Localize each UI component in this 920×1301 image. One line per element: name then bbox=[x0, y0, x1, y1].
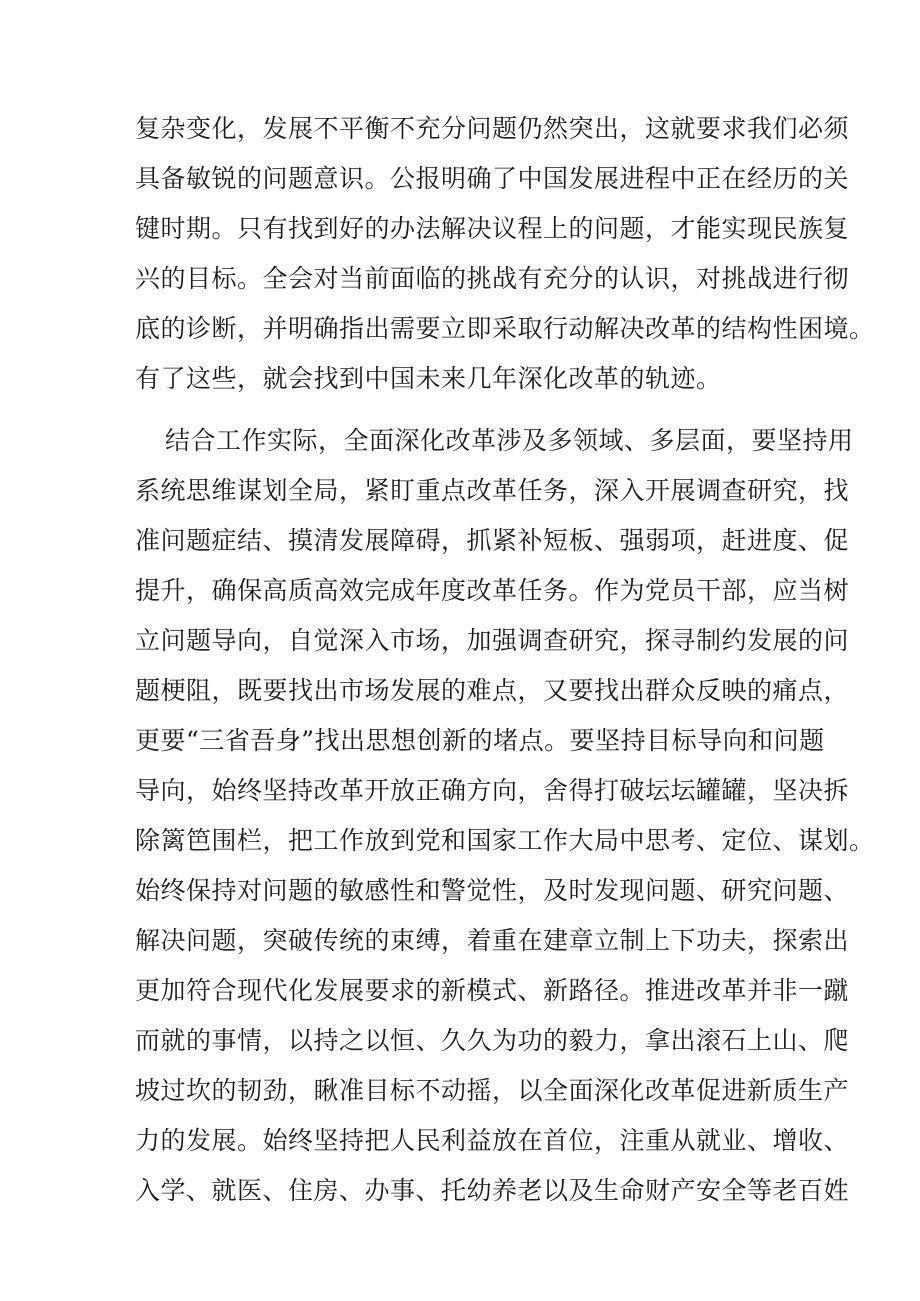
text-line: 复杂变化，发展不平衡不充分问题仍然突出，这就要求我们必须 bbox=[135, 114, 850, 143]
text-line: 兴的目标。全会对当前面临的挑战有充分的认识，对挑战进行彻 bbox=[135, 264, 850, 293]
text-line: 底的诊断，并明确指出需要立即采取行动解决改革的结构性困境。 bbox=[135, 314, 875, 343]
paragraph-spacer bbox=[135, 404, 800, 416]
text-line: 力的发展。始终坚持把人民利益放在首位，注重从就业、增收、 bbox=[135, 1126, 850, 1155]
paragraph-1 bbox=[135, 104, 875, 404]
paragraph-2 bbox=[135, 416, 875, 1216]
text-line: 题梗阻，既要找出市场发展的难点，又要找出群众反映的痛点， bbox=[135, 676, 850, 705]
text-line: 键时期。只有找到好的办法解决议程上的问题，才能实现民族复 bbox=[135, 214, 850, 243]
text-line: 除篱笆围栏，把工作放到党和国家工作大局中思考、定位、谋划。 bbox=[135, 826, 875, 855]
text-line: 更要“三省吾身”找出思想创新的堵点。要坚持目标导向和问题 bbox=[135, 726, 825, 755]
text-line: 而就的事情，以持之以恒、久久为功的毅力，拿出滚石上山、爬 bbox=[135, 1026, 850, 1055]
document-body bbox=[135, 104, 875, 1216]
text-line: 更加符合现代化发展要求的新模式、新路径。推进改革并非一蹴 bbox=[135, 976, 850, 1005]
text-line: 坡过坎的韧劲，瞅准目标不动摇，以全面深化改革促进新质生产 bbox=[135, 1076, 850, 1105]
text-line: 始终保持对问题的敏感性和警觉性，及时发现问题、研究问题、 bbox=[135, 876, 850, 905]
text-line: 立问题导向，自觉深入市场，加强调查研究，探寻制约发展的问 bbox=[135, 626, 850, 655]
text-line: 导向，始终坚持改革开放正确方向，舍得打破坛坛罐罐，坚决拆 bbox=[135, 776, 850, 805]
text-line: 准问题症结、摸清发展障碍，抓紧补短板、强弱项，赶进度、促 bbox=[135, 526, 850, 555]
text-line: 结合工作实际，全面深化改革涉及多领域、多层面，要坚持用 bbox=[165, 426, 854, 455]
text-line: 有了这些，就会找到中国未来几年深化改革的轨迹。 bbox=[135, 364, 722, 393]
text-line: 具备敏锐的问题意识。公报明确了中国发展进程中正在经历的关 bbox=[135, 164, 850, 193]
text-line: 解决问题，突破传统的束缚，着重在建章立制上下功夫，探索出 bbox=[135, 926, 850, 955]
text-line: 入学、就医、住房、办事、托幼养老以及生命财产安全等老百姓 bbox=[135, 1176, 850, 1205]
text-line: 系统思维谋划全局，紧盯重点改革任务，深入开展调查研究，找 bbox=[135, 476, 850, 505]
text-line: 提升，确保高质高效完成年度改革任务。作为党员干部，应当树 bbox=[135, 576, 850, 605]
